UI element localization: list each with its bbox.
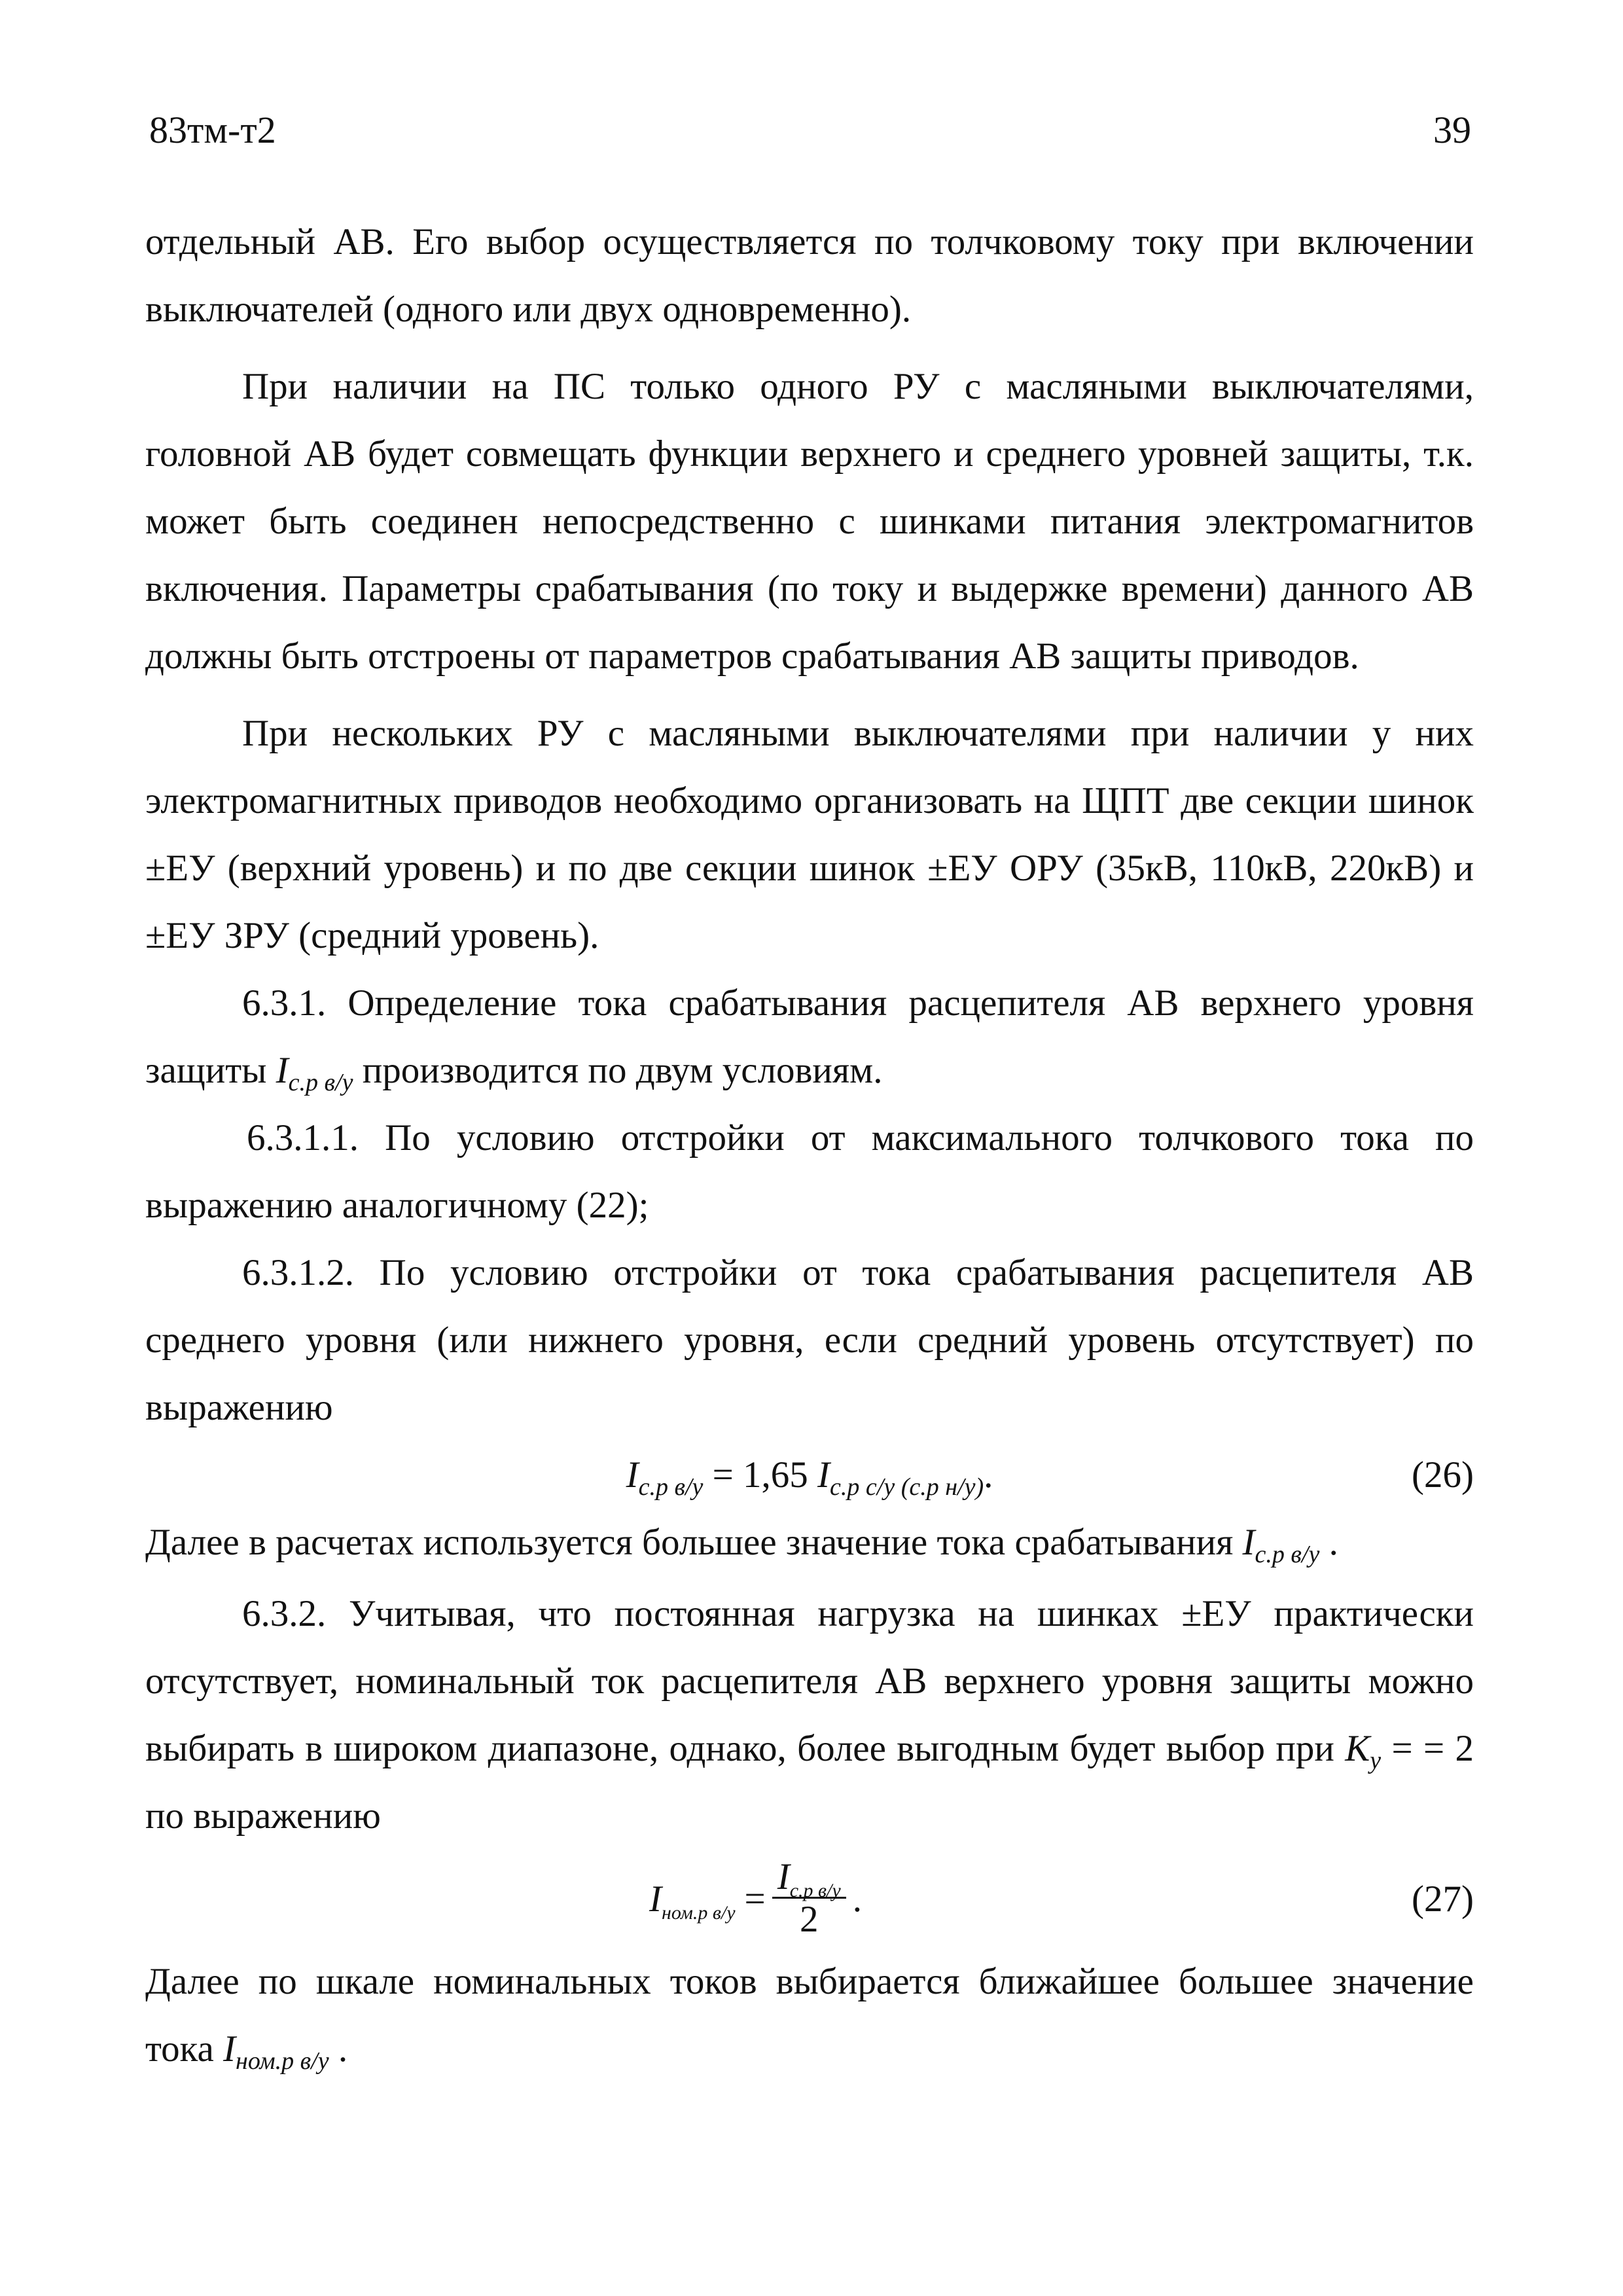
fraction-denominator: 2 <box>799 1898 819 1940</box>
formula-rhs-variable: I <box>817 1454 830 1496</box>
formula-27-expression <box>649 1853 862 1945</box>
paragraph-text: 6.3.2. Учитывая, что постоянная нагрузка на шинках ±ЕУ практически отсутствует, номинальный ток расцепителя АВ верхнего уровня защиты можно выбирать в широком диапазоне, однако, более выгодным будет выбор при <box>145 1593 1474 1769</box>
formula-lhs-subscript: ном.р в/у <box>661 1901 736 1924</box>
formula-equals: = <box>744 1878 766 1920</box>
current-subscript: с.р в/у <box>288 1069 353 1096</box>
current-subscript: с.р в/у <box>1255 1541 1320 1568</box>
paragraph-text: Далее в расчетах используется большее значение тока срабатывания <box>145 1522 1234 1563</box>
paragraph: При нескольких РУ с масляными выключателями при наличии у них электромагнитных приводов необходимо организовать на ЩПТ две секции шинок ±ЕУ (верхний уровень) и по две секции шинок ±ЕУ ОРУ (35кВ, 110кВ, 220кВ) и ±ЕУ ЗРУ (средний уровень). <box>145 713 1474 956</box>
current-subscript: ном.р в/у <box>236 2047 329 2075</box>
paragraph: отдельный АВ. Его выбор осуществляется по толчковому току при включении выключателей (одного или двух одновременно). <box>145 221 1474 330</box>
paragraph-6-3-1-2: 6.3.1.2. По условию отстройки от тока срабатывания расцепителя АВ среднего уровня (или нижнего уровня, если средний уровень отсутствует) по выражению <box>145 1252 1474 1428</box>
formula-26-expression <box>145 1441 1474 1509</box>
current-variable: I <box>1242 1522 1255 1563</box>
paragraph-text: . <box>338 2028 348 2070</box>
formula-27 <box>145 1850 1474 1948</box>
equation-number: (26) <box>1412 1454 1474 1496</box>
formula-rhs-subscript: с.р с/у (с.р н/у) <box>830 1473 984 1501</box>
coefficient-subscript: у <box>1370 1747 1382 1774</box>
coefficient-variable: K <box>1345 1728 1370 1769</box>
paragraph-6-3-2 <box>145 1580 1474 1850</box>
paragraph-text: производится по двум условиям. <box>362 1050 883 1091</box>
formula-coefficient: = 1,65 <box>712 1454 808 1496</box>
page-number: 39 <box>1433 109 1471 151</box>
formula-end: . <box>984 1454 993 1496</box>
formula-lhs-variable: I <box>626 1454 639 1496</box>
paragraph <box>145 1509 1474 1576</box>
equation-number: (27) <box>1412 1878 1474 1920</box>
paragraph-text: = = 2 по выражению <box>145 1728 1474 1837</box>
paragraph: При наличии на ПС только одного РУ с масляными выключателями, головной АВ будет совмещать функции верхнего и среднего уровней защиты, т.к. может быть соединен непосредственно с шинками питания электромагнитов включения. Параметры срабатывания (по току и выдержке времени) данного АВ должны быть отстроены от параметров срабатывания АВ защиты приводов. <box>145 366 1474 677</box>
numerator-variable: I <box>777 1856 790 1897</box>
body-text <box>145 208 1474 2083</box>
paragraph-text: Далее по шкале номинальных токов выбирается ближайшее большее значение тока <box>145 1961 1474 2070</box>
paragraph-text: 6.3.1. Определение тока срабатывания расцепителя АВ верхнего уровня защиты <box>145 982 1474 1091</box>
paragraph-6-3-1-1: 6.3.1.1. По условию отстройки от максимального толчкового тока по выражению аналогичному (22); <box>145 1117 1474 1226</box>
formula-lhs-variable: I <box>649 1878 662 1920</box>
paragraph-6-3-1 <box>145 969 1474 1104</box>
paragraph <box>145 1948 1474 2083</box>
current-variable: I <box>223 2028 236 2070</box>
page-header <box>149 108 1471 160</box>
formula-lhs-subscript: с.р в/у <box>638 1473 704 1501</box>
fraction <box>772 1857 846 1941</box>
paragraph-text: . <box>1329 1522 1338 1563</box>
formula-end: . <box>852 1878 862 1920</box>
formula-26 <box>145 1441 1474 1509</box>
fraction-numerator <box>772 1857 846 1899</box>
document-code: 83тм-т2 <box>149 109 276 151</box>
current-variable: I <box>276 1050 289 1091</box>
numerator-subscript: с.р в/у <box>789 1879 841 1901</box>
